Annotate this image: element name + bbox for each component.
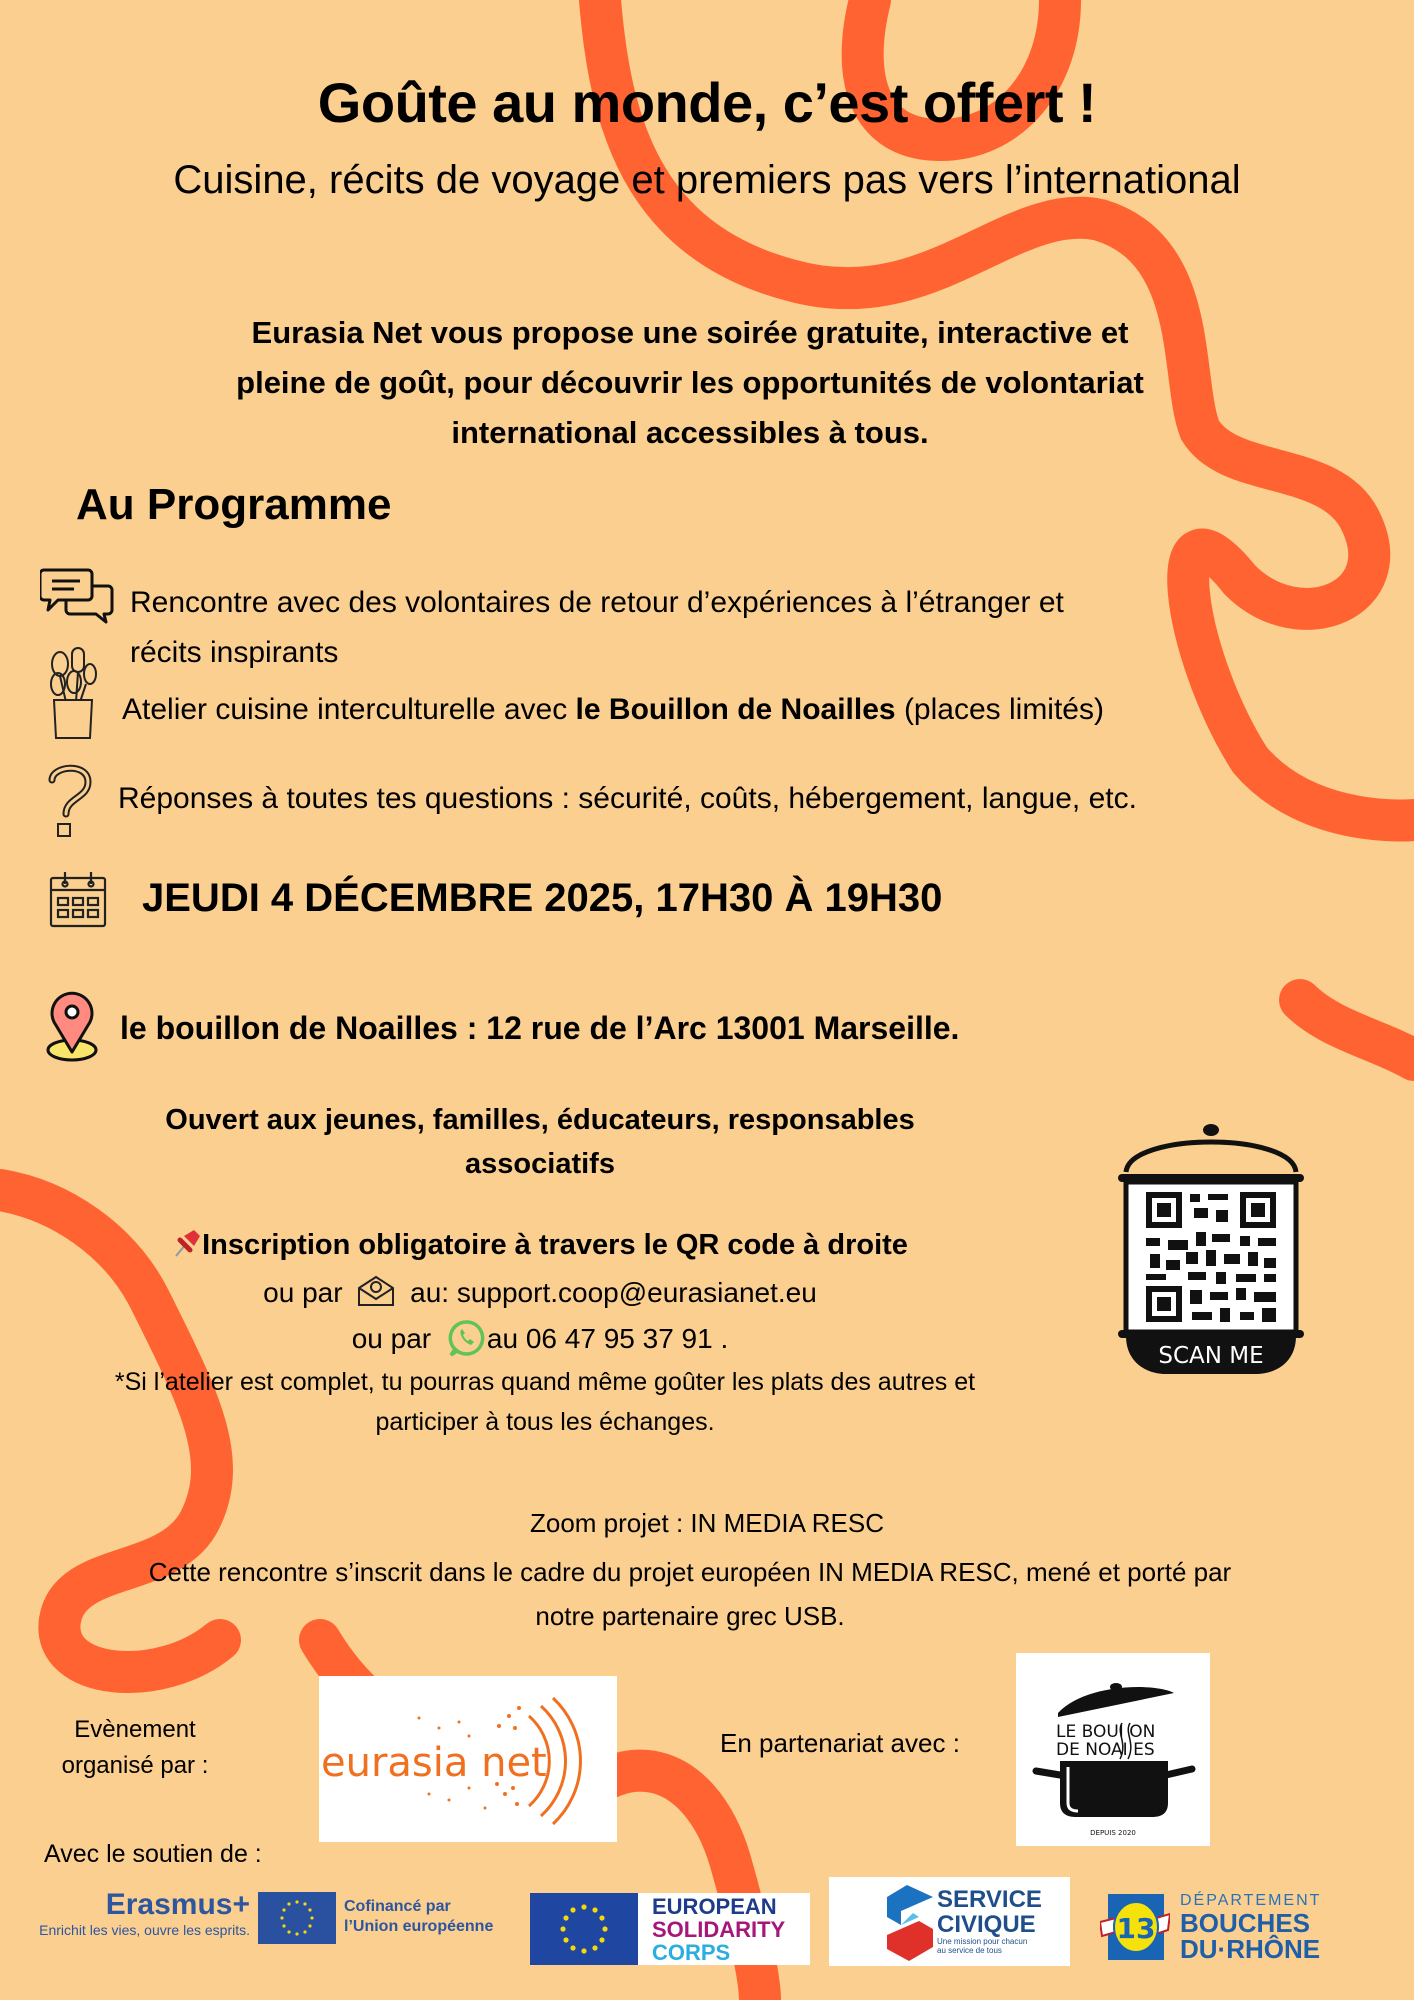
kitchen-utensils-icon bbox=[46, 646, 102, 740]
service-civique-text bbox=[937, 1887, 1042, 1955]
qr-scan-label: SCAN ME bbox=[1158, 1343, 1264, 1369]
event-date: JEUDI 4 DÉCEMBRE 2025, 17H30 À 19H30 bbox=[142, 876, 943, 920]
audience-text bbox=[40, 1098, 1040, 1186]
pushpin-icon bbox=[172, 1228, 202, 1258]
svg-text:LE BOUI ON: LE BOUI ON bbox=[1056, 1722, 1156, 1742]
page-subtitle: Cuisine, récits de voyage et premiers pas vers l’international bbox=[173, 158, 1241, 202]
partner-name-highlight: le Bouillon de Noailles bbox=[575, 693, 896, 726]
phone-prefix: ou par bbox=[351, 1323, 432, 1354]
project-line: notre partenaire grec USB. bbox=[535, 1601, 845, 1631]
registration-note bbox=[20, 1362, 1070, 1442]
bouches-du-rhone-text bbox=[1180, 1892, 1321, 1962]
bouillon-logo-graphic bbox=[1016, 1653, 1210, 1846]
programme-item-text: Atelier cuisine interculturelle avec bbox=[122, 693, 576, 726]
svg-text:13: 13 bbox=[1116, 1912, 1156, 1945]
programme-item-workshop bbox=[122, 693, 1104, 727]
registration-title-text: Inscription obligatoire à travers le QR code à droite bbox=[202, 1229, 908, 1261]
bdr-line: BOUCHES bbox=[1180, 1908, 1311, 1938]
eu-cofinance-text bbox=[344, 1897, 493, 1937]
note-line: participer à tous les échanges. bbox=[375, 1408, 715, 1436]
svg-text:eurasia net: eurasia net bbox=[321, 1740, 547, 1786]
programme-item-text: (places limités) bbox=[895, 693, 1104, 726]
phone-number[interactable]: au 06 47 95 37 91 . bbox=[486, 1323, 729, 1354]
eurasia-net-logo bbox=[319, 1676, 617, 1842]
audience-line: associatifs bbox=[465, 1148, 615, 1180]
european-solidarity-corps-logo bbox=[530, 1893, 810, 1965]
registration-title bbox=[40, 1228, 1040, 1262]
intro-line: international accessibles à tous. bbox=[451, 415, 929, 450]
partner-label: En partenariat avec : bbox=[720, 1728, 960, 1758]
page-title: Goûte au monde, c’est offert ! bbox=[317, 71, 1097, 134]
email-envelope-icon bbox=[356, 1274, 396, 1308]
service-civique-line: CIVIQUE bbox=[937, 1911, 1036, 1938]
chat-bubbles-icon bbox=[40, 568, 114, 624]
intro-line: pleine de goût, pour découvrir les opportunités de volontariat bbox=[236, 365, 1144, 400]
eu-flag-icon bbox=[258, 1892, 336, 1944]
bdr-line: DU·RHÔNE bbox=[1180, 1934, 1321, 1964]
registration-email-line bbox=[40, 1274, 1040, 1309]
support-label: Avec le soutien de : bbox=[44, 1840, 262, 1868]
organizer-label-line: Evènement bbox=[74, 1716, 196, 1743]
qr-code-scan-me[interactable] bbox=[1116, 1122, 1306, 1378]
service-civique-s-icon bbox=[881, 1883, 941, 1963]
esc-line-corps: CORPS bbox=[652, 1940, 731, 1965]
email-prefix: ou par bbox=[263, 1277, 343, 1308]
organizer-label-line: organisé par : bbox=[61, 1752, 209, 1779]
esc-line-european: EUROPEAN bbox=[652, 1894, 777, 1919]
svg-text:DEPUIS 2020: DEPUIS 2020 bbox=[1090, 1829, 1136, 1837]
event-location: le bouillon de Noailles : 12 rue de l’Arc 13001 Marseille. bbox=[120, 1010, 960, 1046]
intro-line: Eurasia Net vous propose une soirée gratuite, interactive et bbox=[251, 315, 1129, 350]
service-civique-tagline: Une mission pour chacun bbox=[937, 1937, 1028, 1946]
esc-eu-flag-icon bbox=[530, 1893, 638, 1965]
cofinance-line: l’Union européenne bbox=[344, 1918, 494, 1935]
service-civique-tagline: au service de tous bbox=[937, 1946, 1002, 1955]
whatsapp-icon bbox=[447, 1318, 487, 1358]
registration-phone-line bbox=[40, 1318, 1040, 1358]
service-civique-logo bbox=[829, 1877, 1070, 1966]
cofinance-line: Cofinancé par bbox=[344, 1898, 451, 1915]
audience-line: Ouvert aux jeunes, familles, éducateurs, responsables bbox=[165, 1104, 915, 1136]
project-line: Cette rencontre s’inscrit dans le cadre du projet européen IN MEDIA RESC, mené et porté par bbox=[148, 1557, 1232, 1587]
erasmus-name: Erasmus+ bbox=[105, 1888, 250, 1921]
project-description bbox=[20, 1550, 1360, 1638]
erasmus-plus-logo bbox=[10, 1888, 250, 1938]
bouillon-de-noailles-logo bbox=[1016, 1653, 1210, 1846]
programme-item-meeting bbox=[130, 578, 1064, 678]
programme-item-line: Rencontre avec des volontaires de retour d’expériences à l’étranger et bbox=[130, 586, 1064, 619]
location-pin-icon bbox=[42, 990, 102, 1062]
project-title: Zoom projet : IN MEDIA RESC bbox=[530, 1508, 884, 1538]
bdr-department: DÉPARTEMENT bbox=[1180, 1892, 1322, 1909]
svg-text:DE NOAI ES: DE NOAI ES bbox=[1056, 1740, 1155, 1760]
intro-text bbox=[90, 308, 1290, 458]
bouches-du-rhone-13-icon bbox=[1100, 1892, 1170, 1962]
note-line: *Si l’atelier est complet, tu pourras quand même goûter les plats des autres et bbox=[114, 1368, 976, 1396]
esc-text bbox=[652, 1895, 785, 1964]
email-address[interactable]: au: support.coop@eurasianet.eu bbox=[410, 1277, 817, 1308]
programme-item-questions: Réponses à toutes tes questions : sécurité, coûts, hébergement, langue, etc. bbox=[118, 782, 1137, 815]
programme-heading: Au Programme bbox=[76, 480, 392, 529]
erasmus-tagline: Enrichit les vies, ouvre les esprits. bbox=[39, 1922, 250, 1938]
question-mark-icon bbox=[44, 762, 96, 838]
esc-line-solidarity: SOLIDARITY bbox=[652, 1917, 786, 1942]
programme-item-line: récits inspirants bbox=[130, 636, 339, 669]
organizer-label bbox=[50, 1712, 220, 1784]
eurasia-net-logo-graphic bbox=[319, 1676, 617, 1842]
service-civique-line: SERVICE bbox=[937, 1886, 1042, 1913]
calendar-icon bbox=[48, 870, 108, 930]
